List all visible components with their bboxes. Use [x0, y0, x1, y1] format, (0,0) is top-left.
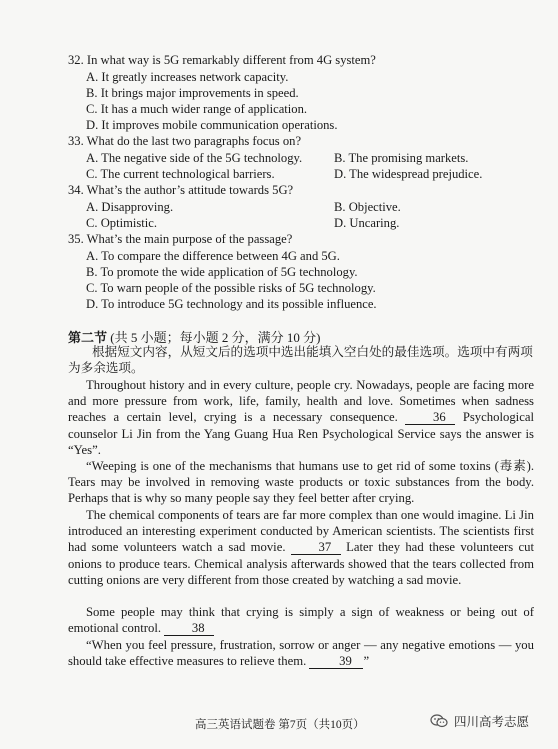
question-32-stem: 32. In what way is 5G remarkably different from 4G system? [68, 53, 376, 67]
passage-paragraph-2: “Weeping is one of the mechanisms that humans use to get rid of some toxins (毒素). Tears may be involved in removing waste products or toxic substances from the body. Perhaps that is why so many people say they feel better after crying. [68, 459, 534, 506]
question-35-option-d: D. To introduce 5G technology and its possible influence. [86, 297, 377, 311]
question-33-option-b: B. The promising markets. [334, 151, 469, 165]
section-scoring: (共 5 小题；每小题 2 分，满分 10 分) [110, 330, 321, 345]
watermark [430, 712, 529, 730]
question-35-stem: 35. What’s the main purpose of the passage? [68, 232, 293, 246]
blank-39: 39 [309, 655, 363, 669]
page-footer: 高三英语试题卷 第7页（共10页） [195, 719, 365, 731]
wechat-icon [430, 714, 448, 728]
passage-p1-text-cont: Psychological counselor Li Jin from the Yang Guang Hua Ren Psychological Service says the answer is “Yes”. [68, 410, 534, 457]
passage-paragraph-1 [68, 377, 534, 458]
blank-37: 37 [291, 541, 341, 555]
question-33-option-c: C. The current technological barriers. [86, 167, 275, 181]
question-32-option-b: B. It brings major improvements in speed. [86, 86, 299, 100]
question-34-stem: 34. What’s the author’s attitude towards 5G? [68, 183, 294, 197]
passage-paragraph-4 [68, 604, 534, 636]
passage-paragraph-5 [68, 637, 534, 669]
section-instruction: 根据短文内容，从短文后的选项中选出能填入空白处的最佳选项。选项中有两项为多余选项。 [68, 345, 533, 375]
section-title: 第二节 [68, 330, 108, 345]
question-34-option-c: C. Optimistic. [86, 216, 158, 230]
question-32-option-a: A. It greatly increases network capacity. [86, 70, 289, 84]
question-33-option-d: D. The widespread prejudice. [334, 167, 483, 181]
passage-p1-text: Throughout history and in every culture, people cry. Nowadays, people are facing more and more pressure from work, life, family, health and love. Sometimes when sadness reaches a certain level, crying is a necessary consequence. [68, 378, 534, 425]
passage-p4-text: Some people may think that crying is simply a sign of weakness or being out of emotional control. [68, 605, 534, 636]
question-34-option-b: B. Objective. [334, 200, 401, 214]
question-33-option-a: A. The negative side of the 5G technology. [86, 151, 303, 165]
blank-36: 36 [405, 411, 455, 425]
watermark-text: 四川高考志愿 [454, 714, 530, 729]
question-32-option-d: D. It improves mobile communication operations. [86, 118, 338, 132]
passage-p3-text-cont: Later they had these volunteers cut onions to produce tears. Chemical analysis afterwards showed that the tears collected from cutting onions are very different from those created by watching a sad movie. [68, 540, 534, 587]
question-32-option-c: C. It has a much wider range of application. [86, 102, 308, 116]
blank-38: 38 [164, 622, 214, 636]
passage-paragraph-3 [68, 507, 534, 588]
question-34-option-a: A. Disapproving. [86, 200, 174, 214]
question-33-stem: 33. What do the last two paragraphs focus on? [68, 134, 302, 148]
passage-p3-text: The chemical components of tears are far more complex than one would imagine. Li Jin introduced an interesting experiment conducted by American scientists. The scientists first had some volunteers watch a sad movie. [68, 508, 534, 555]
closing-quote: ” [363, 654, 370, 669]
passage-p5-text: “When you feel pressure, frustration, sorrow or anger — any negative emotions — you should take effective measures to relieve them. [68, 638, 534, 669]
question-35-option-a: A. To compare the difference between 4G and 5G. [86, 249, 340, 263]
question-35-option-c: C. To warn people of the possible risks of 5G technology. [86, 281, 376, 295]
question-35-option-b: B. To promote the wide application of 5G technology. [86, 265, 358, 279]
question-34-option-d: D. Uncaring. [334, 216, 400, 230]
